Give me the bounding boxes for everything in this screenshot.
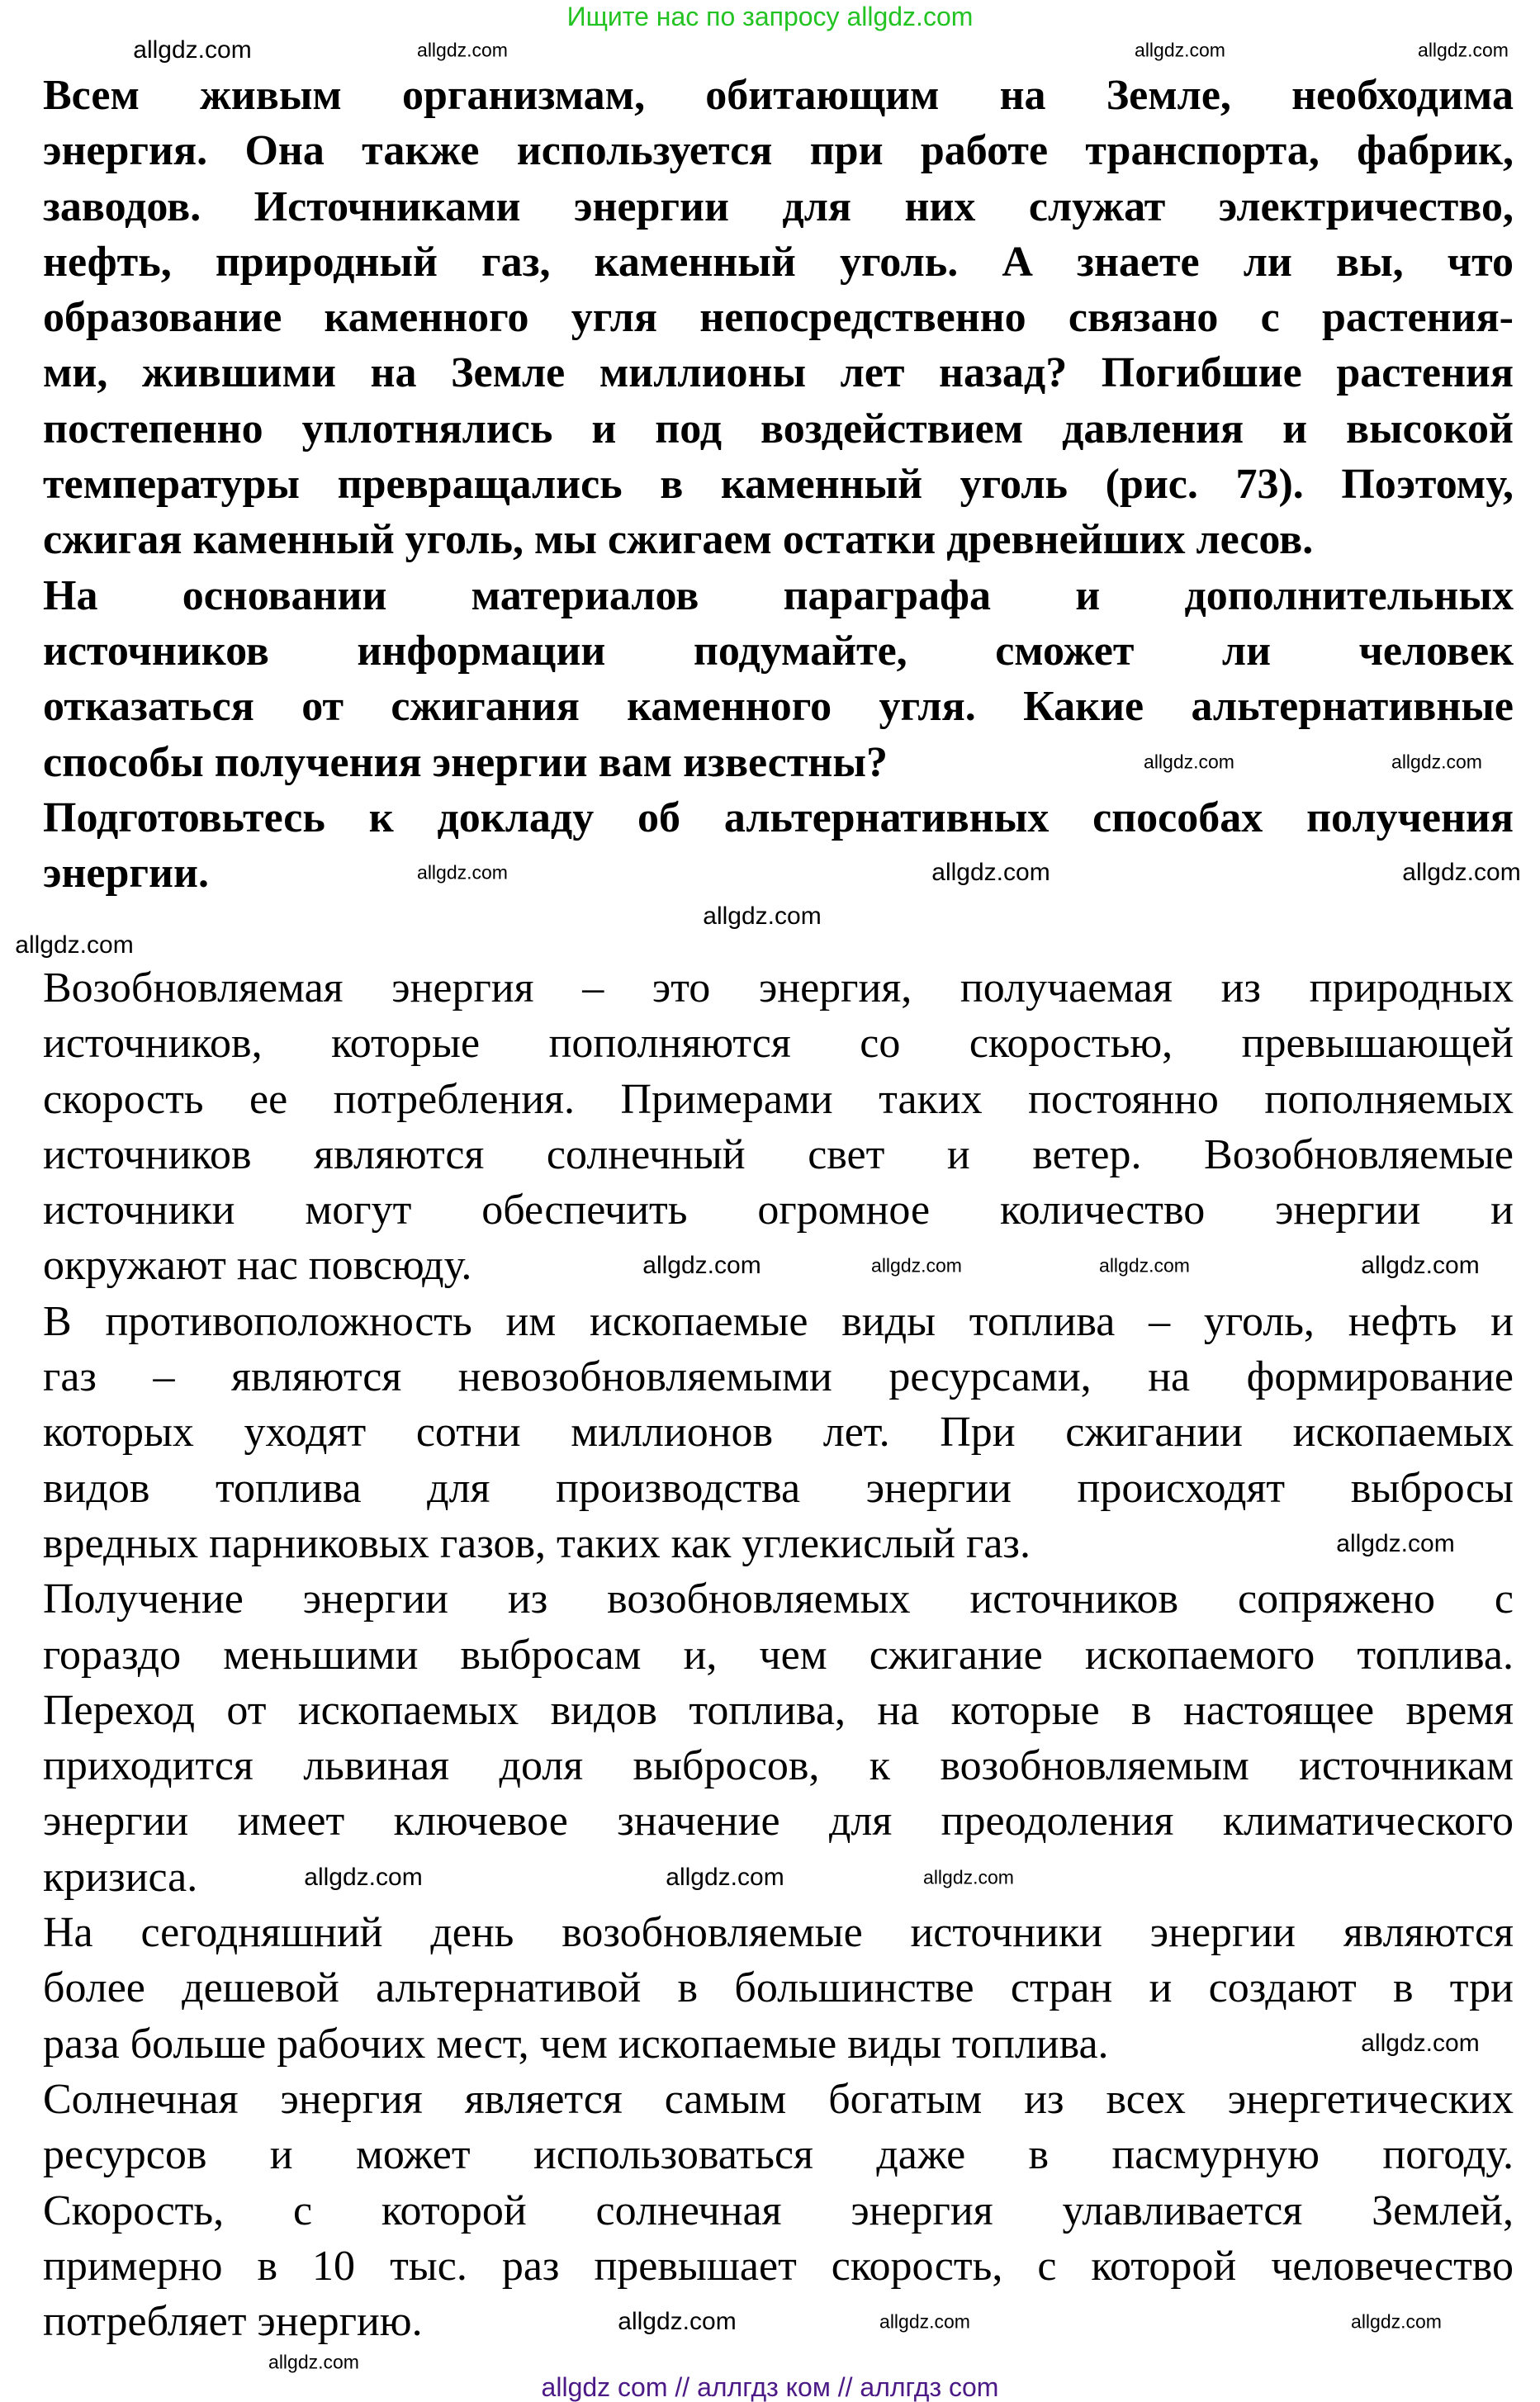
watermark: allgdz.com — [1402, 859, 1521, 886]
watermark: allgdz.com — [1361, 1252, 1480, 1279]
answer-line: приходится львиная доля выбросов, к возобновляемым источникам — [43, 1742, 1514, 1790]
watermark: allgdz.com — [15, 931, 134, 959]
task-line: сжигая каменный уголь, мы сжигаем остатки древнейших лесов. — [43, 516, 1314, 564]
answer-line: Переход от ископаемых видов топлива, на которые в настоящее время — [43, 1686, 1514, 1734]
task-text — [43, 68, 1514, 901]
watermark: allgdz.com — [1391, 751, 1482, 773]
answer-line: Солнечная энергия является самым богатым из всех энергетических — [43, 2075, 1514, 2123]
answer-line: гораздо меньшими выбросам и, чем сжигание ископаемого топлива. — [43, 1631, 1514, 1679]
watermark: allgdz.com — [666, 1864, 784, 1891]
task-line: Всем живым организмам, обитающим на Земле, необходима — [43, 72, 1514, 119]
answer-line: раза больше рабочих мест, чем ископаемые виды топлива. — [43, 2020, 1109, 2068]
answer-line: Получение энергии из возобновляемых источников сопряжено с — [43, 1575, 1514, 1623]
task-line: энергия. Она также используется при работе транспорта, фабрик, — [43, 127, 1514, 175]
answer-line: кризиса. — [43, 1853, 198, 1901]
answer-line: примерно в 10 тыс. раз превышает скорость, с которой человечество — [43, 2242, 1514, 2290]
answer-line: которых уходят сотни миллионов лет. При сжигании ископаемых — [43, 1409, 1514, 1457]
watermark: allgdz.com — [1336, 1530, 1455, 1557]
answer-line: более дешевой альтернативой в большинстве стран и создают в три — [43, 1964, 1514, 2012]
watermark: allgdz.com — [1135, 39, 1225, 61]
watermark: allgdz.com — [1144, 751, 1234, 773]
answer-line: видов топлива для производства энергии происходят выбросы — [43, 1464, 1514, 1512]
answer-line: источников, которые пополняются со скоростью, превышающей — [43, 1020, 1514, 1068]
watermark: allgdz.com — [923, 1866, 1014, 1888]
watermark: allgdz.com — [1099, 1254, 1190, 1277]
answer-line: вредных парниковых газов, таких как углекислый газ. — [43, 1519, 1031, 1567]
header-banner: Ищите нас по запросу allgdz.com — [566, 2, 974, 31]
task-line: заводов. Источниками энергии для них служат электричество, — [43, 182, 1514, 230]
answer-line: источников являются солнечный свет и ветер. Возобновляемые — [43, 1130, 1514, 1178]
watermark: allgdz.com — [417, 861, 508, 884]
watermark: allgdz.com — [871, 1254, 962, 1277]
watermark: allgdz.com — [879, 2310, 970, 2333]
answer-line: В противоположность им ископаемые виды топлива – уголь, нефть и — [43, 1297, 1514, 1345]
footer-links: allgdz com // аллгдз ком // аллгдз com — [541, 2372, 999, 2402]
watermark: allgdz.com — [703, 903, 822, 930]
watermark: allgdz.com — [618, 2308, 737, 2335]
watermark: allgdz.com — [304, 1864, 423, 1891]
answer-line: ресурсов и может использоваться даже в пасмурную погоду. — [43, 2131, 1514, 2179]
watermark: allgdz.com — [1351, 2310, 1442, 2333]
task-line: энергии. — [43, 850, 209, 898]
watermark: allgdz.com — [1418, 39, 1509, 61]
answer-line: Скорость, с которой солнечная энергия улавливается Землей, — [43, 2186, 1514, 2234]
task-line: На основании материалов параграфа и дополнительных — [43, 571, 1514, 619]
task-line: температуры превращались в каменный уголь (рис. 73). Поэтому, — [43, 461, 1514, 509]
task-line: источников информации подумайте, сможет ли человек — [43, 627, 1514, 675]
task-line: образование каменного угля непосредственно связано с растения- — [43, 294, 1514, 342]
watermark: allgdz.com — [931, 859, 1050, 886]
task-line: отказаться от сжигания каменного угля. Какие альтернативные — [43, 683, 1514, 731]
task-line: нефть, природный газ, каменный уголь. А знаете ли вы, что — [43, 238, 1514, 286]
watermark: allgdz.com — [417, 39, 508, 61]
task-line: способы получения энергии вам известны? — [43, 738, 888, 786]
answer-line: Возобновляемая энергия – это энергия, получаемая из природных — [43, 964, 1514, 1011]
answer-line: газ – являются невозобновляемыми ресурсами, на формирование — [43, 1353, 1514, 1401]
answer-text — [43, 960, 1514, 2349]
answer-line: источники могут обеспечить огромное количество энергии и — [43, 1187, 1514, 1234]
task-line: Подготовьтесь к докладу об альтернативных способах получения — [43, 794, 1514, 841]
answer-line: скорость ее потребления. Примерами таких постоянно пополняемых — [43, 1075, 1514, 1123]
answer-line: окружают нас повсюду. — [43, 1242, 472, 1290]
task-line: ми, жившими на Земле миллионы лет назад? Погибшие растения — [43, 349, 1514, 397]
watermark: allgdz.com — [133, 36, 252, 64]
watermark: allgdz.com — [642, 1252, 761, 1279]
answer-line: потребляет энергию. — [43, 2298, 423, 2346]
task-line: постепенно уплотнялись и под воздействием давления и высокой — [43, 405, 1514, 452]
answer-line: энергии имеет ключевое значение для преодоления климатического — [43, 1798, 1514, 1845]
watermark: allgdz.com — [1361, 2030, 1480, 2057]
answer-line: На сегодняшний день возобновляемые источники энергии являются — [43, 1909, 1514, 1957]
watermark: allgdz.com — [268, 2351, 359, 2373]
